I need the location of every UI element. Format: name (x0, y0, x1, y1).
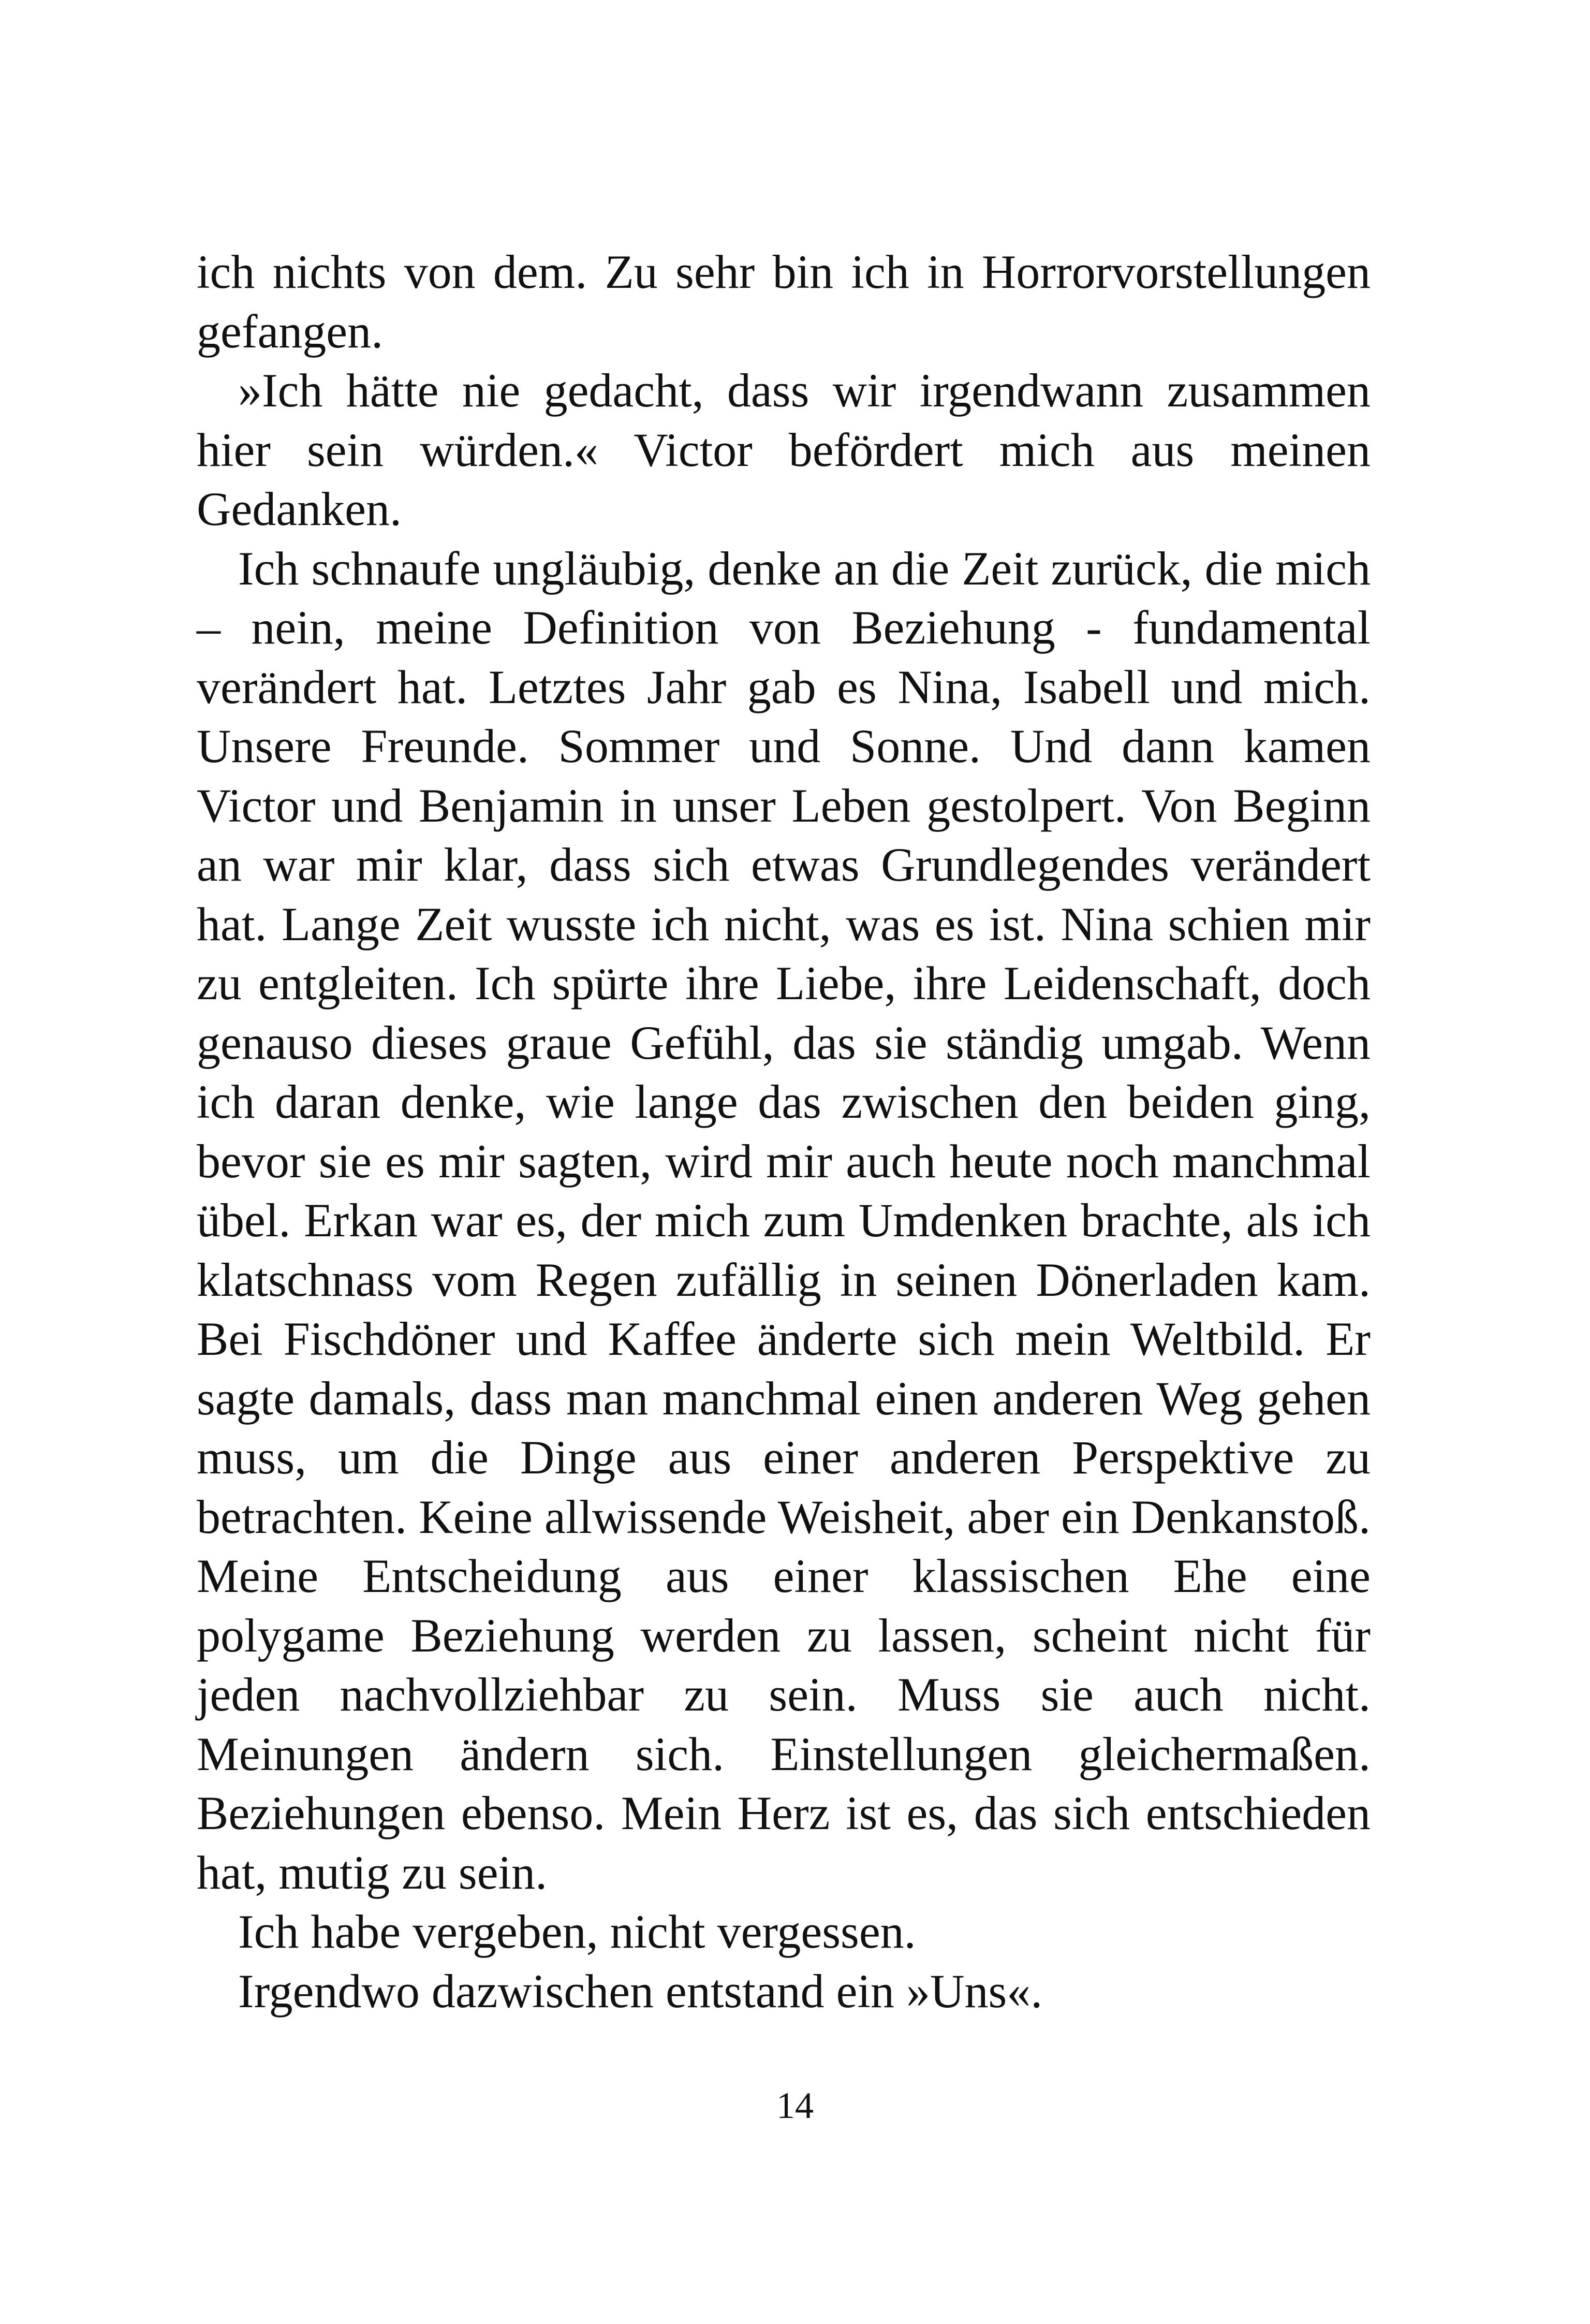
body-text (197, 242, 1371, 2021)
page-number: 14 (776, 2085, 814, 2126)
paragraph-1: ich nichts von dem. Zu sehr bin ich in Horrorvorstellungen gefangen. (197, 245, 1371, 358)
paragraph-3: Ich schnaufe ungläubig, denke an die Zeit zurück, die mich – nein, meine Definition von Beziehung - fundamental verändert hat. Letztes Jahr gab es Nina, Isabell und mich. Unsere Freunde. Sommer und Sonne. Und dann kamen Victor und Benjamin in unser Leben gestolpert. Von Beginn an war mir klar, dass sich etwas Grundlegendes verändert hat. Lange Zeit wusste ich nicht, was es ist. Nina schien mir zu entgleiten. Ich spürte ihre Liebe, ihre Leidenschaft, doch genauso dieses graue Gefühl, das sie ständig umgab. Wenn ich daran denke, wie lange das zwischen den beiden ging, bevor sie es mir sagten, wird mir auch heute noch manchmal übel. Erkan war es, der mich zum Umdenken brachte, als ich klatschnass vom Regen zufällig in seinen Dönerladen kam. Bei Fischdöner und Kaffee änderte sich mein Weltbild. Er sagte damals, dass man manchmal einen anderen Weg gehen muss, um die Dinge aus einer anderen Perspektive zu betrachten. Keine allwissende Weisheit, aber ein Denkanstoß. Meine Entscheidung aus einer klassischen Ehe eine polygame Beziehung werden zu lassen, scheint nicht für jeden nachvollziehbar zu sein. Muss sie auch nicht. Meinungen ändern sich. Einstellungen gleichermaßen. Beziehungen ebenso. Mein Herz ist es, das sich entschieden hat, mutig zu sein. (197, 542, 1371, 1899)
paragraph-2: »Ich hätte nie gedacht, dass wir irgendwann zusammen hier sein würden.« Victor befördert mich aus meinen Gedanken. (197, 364, 1371, 535)
paragraph-4: Ich habe vergeben, nicht vergessen. (238, 1905, 916, 1958)
paragraph-5: Irgendwo dazwischen entstand ein »Uns«. (238, 1964, 1043, 2018)
